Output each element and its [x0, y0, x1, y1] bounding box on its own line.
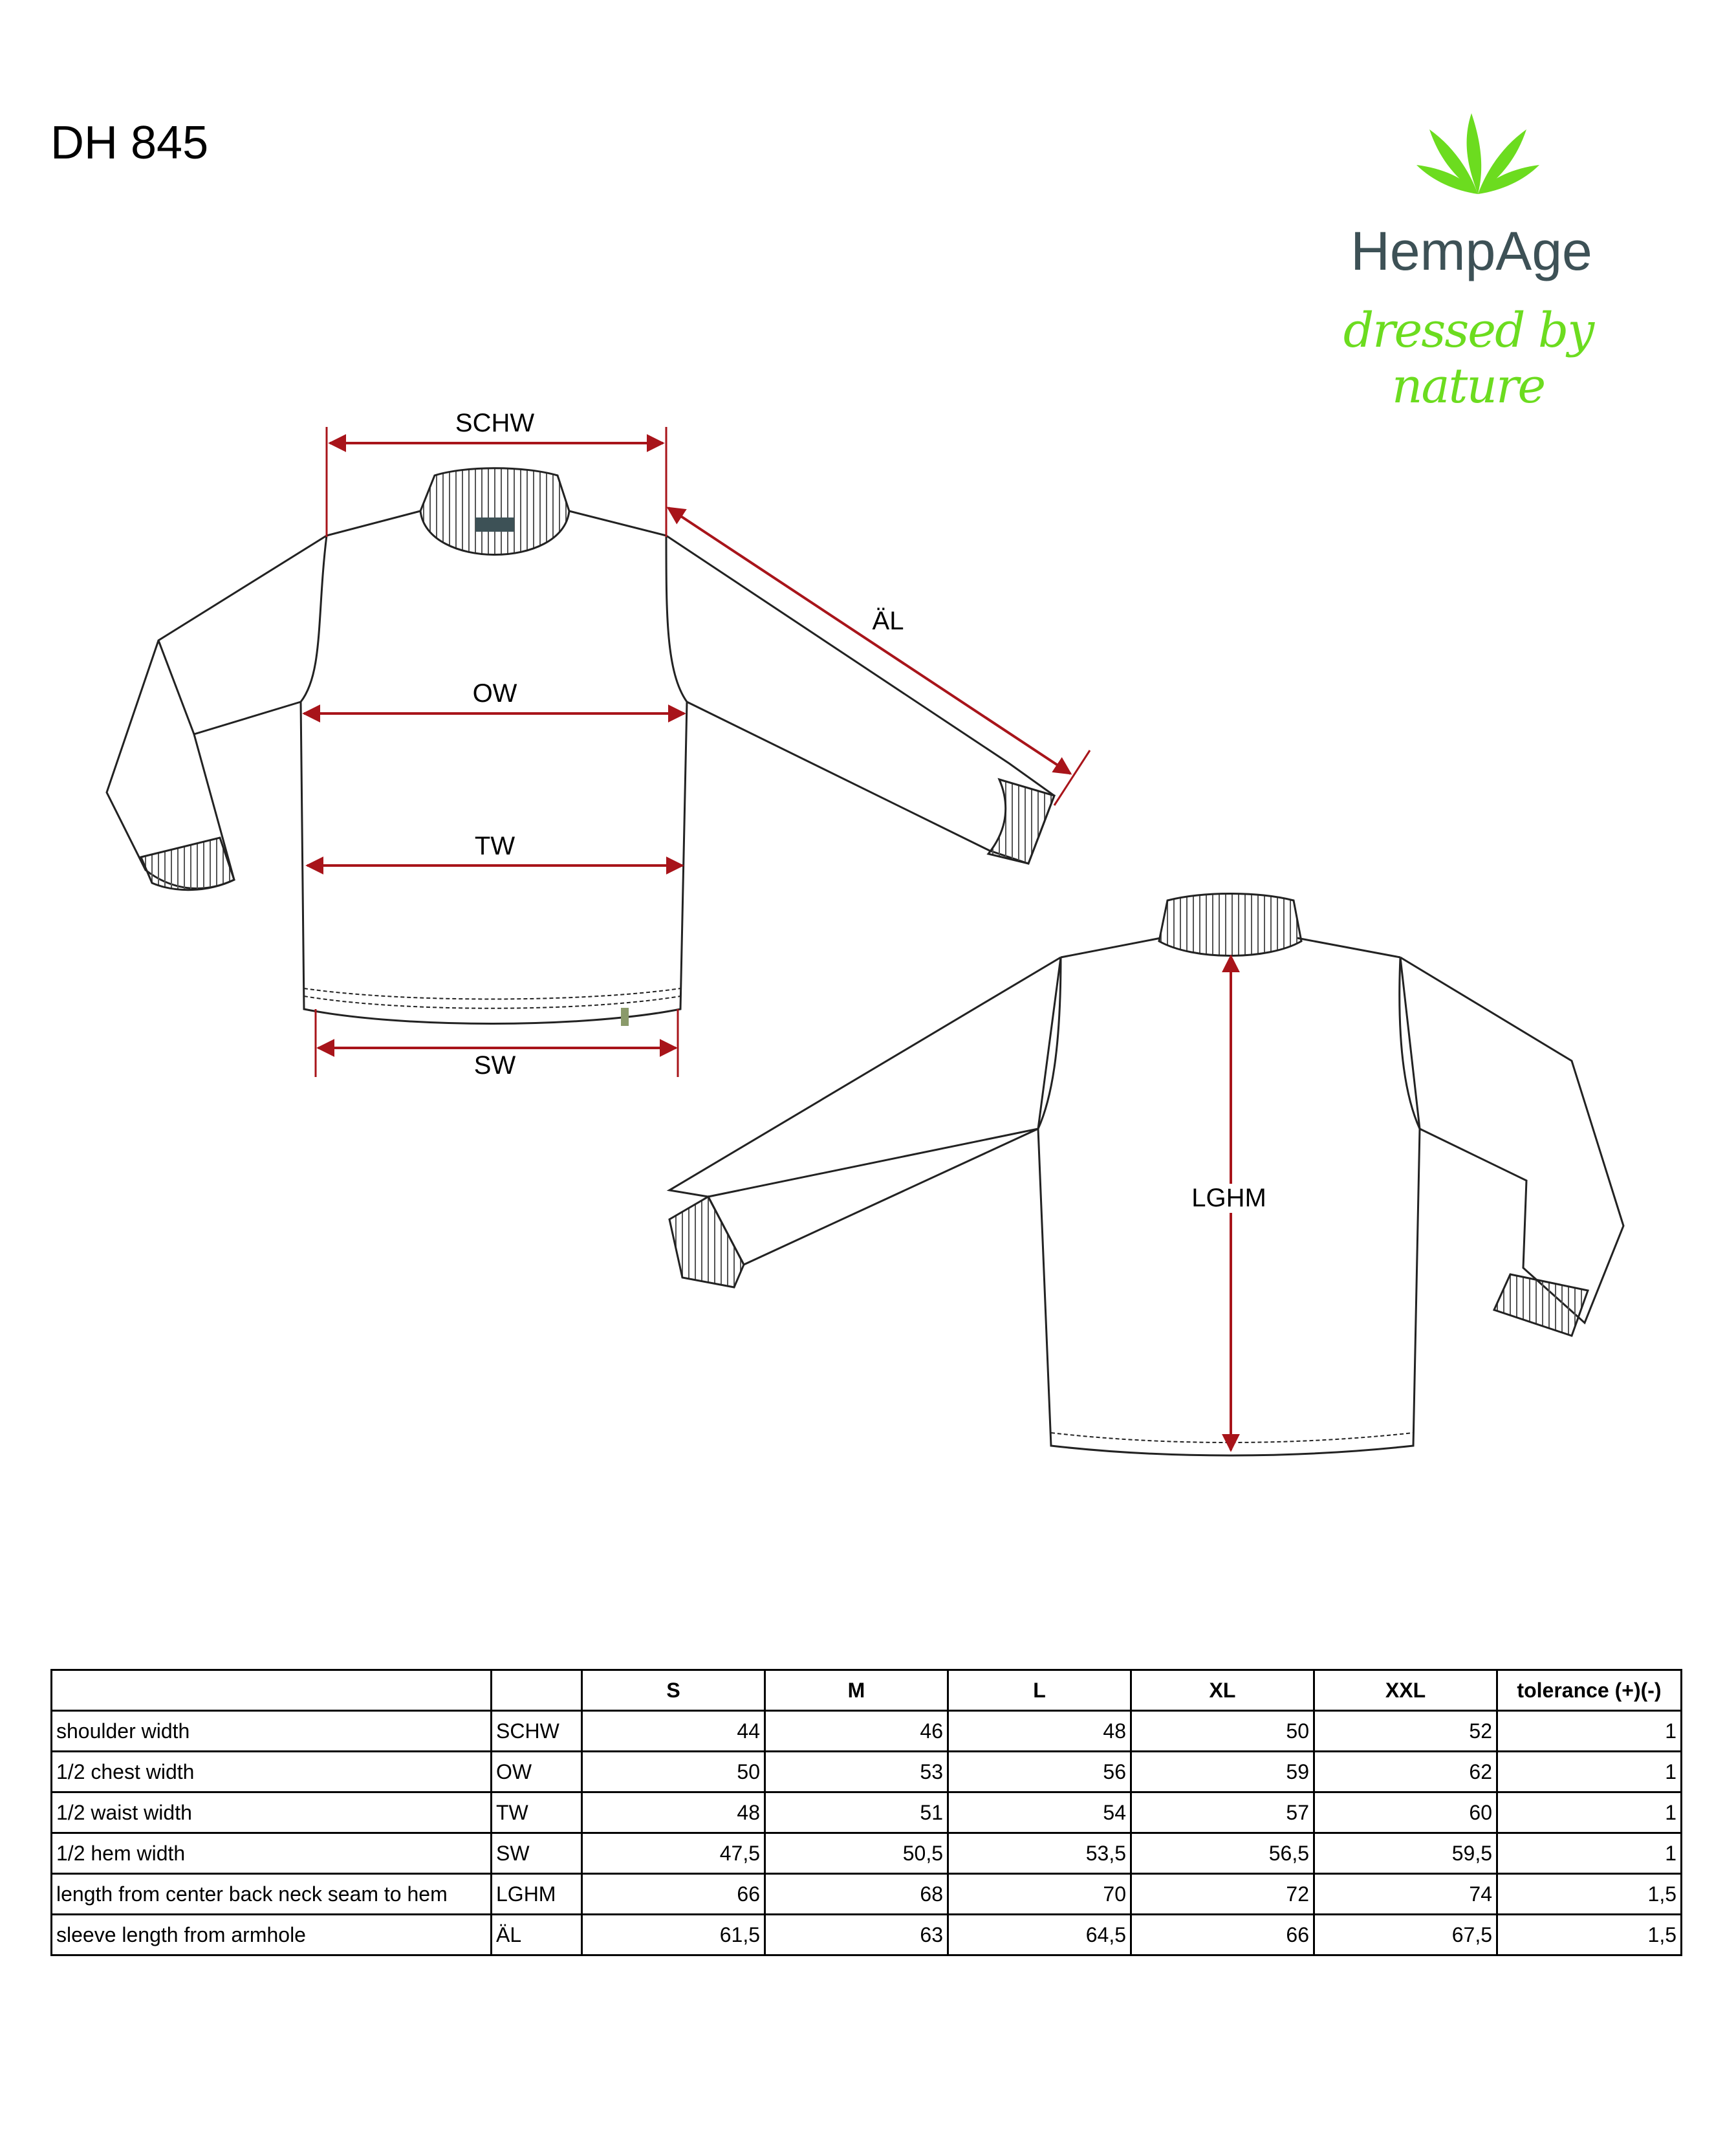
brand-name: HempAge [1351, 221, 1592, 281]
header-tolerance: tolerance (+)(-) [1497, 1670, 1682, 1711]
measurement-code-cell: SW [492, 1833, 582, 1874]
header-size-m: M [765, 1670, 948, 1711]
header-cell [52, 1670, 492, 1711]
al-dimension-line [668, 508, 1070, 774]
front-left-cuff [141, 838, 234, 890]
table-row [52, 1915, 1682, 1955]
size-value-cell: 62 [1314, 1752, 1497, 1792]
header-size-l: L [948, 1670, 1131, 1711]
ow-label: OW [472, 679, 517, 708]
header-size-xl: XL [1131, 1670, 1314, 1711]
lghm-label: LGHM [1189, 1184, 1269, 1213]
size-table [50, 1669, 1682, 1956]
size-value-cell: 50,5 [765, 1833, 948, 1874]
front-collar [420, 468, 569, 555]
size-value-cell: 70 [948, 1874, 1131, 1915]
size-value-cell: 47,5 [582, 1833, 765, 1874]
tolerance-cell: 1 [1497, 1711, 1682, 1752]
tolerance-cell: 1,5 [1497, 1915, 1682, 1955]
size-value-cell: 59,5 [1314, 1833, 1497, 1874]
tolerance-cell: 1,5 [1497, 1874, 1682, 1915]
schw-label: SCHW [455, 409, 535, 437]
table-row [52, 1711, 1682, 1752]
size-value-cell: 60 [1314, 1792, 1497, 1833]
size-value-cell: 66 [1131, 1915, 1314, 1955]
tw-label: TW [474, 832, 515, 860]
tolerance-cell: 1 [1497, 1792, 1682, 1833]
al-label: ÄL [872, 607, 904, 635]
tolerance-cell: 1 [1497, 1833, 1682, 1874]
size-value-cell: 50 [1131, 1711, 1314, 1752]
size-value-cell: 53 [765, 1752, 948, 1792]
measurement-label-cell: 1/2 waist width [52, 1792, 492, 1833]
back-right-cuff [1494, 1274, 1588, 1336]
al-extension [1054, 750, 1090, 805]
size-value-cell: 48 [948, 1711, 1131, 1752]
measurement-label-cell: 1/2 chest width [52, 1752, 492, 1792]
size-value-cell: 67,5 [1314, 1915, 1497, 1955]
size-value-cell: 63 [765, 1915, 948, 1955]
measurement-label-cell: 1/2 hem width [52, 1833, 492, 1874]
measurement-label-cell: shoulder width [52, 1711, 492, 1752]
brand-tagline: dressed by nature [1343, 303, 1594, 414]
size-value-cell: 74 [1314, 1874, 1497, 1915]
table-row [52, 1833, 1682, 1874]
size-value-cell: 72 [1131, 1874, 1314, 1915]
header-cell [492, 1670, 582, 1711]
tolerance-cell: 1 [1497, 1752, 1682, 1792]
front-label-tag [475, 517, 514, 532]
size-value-cell: 50 [582, 1752, 765, 1792]
front-right-cuff [988, 779, 1054, 864]
back-collar [1159, 894, 1301, 956]
hem-label-tag [621, 1008, 629, 1026]
header-size-s: S [582, 1670, 765, 1711]
header-size-xxl: XXL [1314, 1670, 1497, 1711]
table-row [52, 1792, 1682, 1833]
measurement-label-cell: sleeve length from armhole [52, 1915, 492, 1955]
back-sweater [669, 938, 1623, 1455]
back-left-cuff [669, 1197, 744, 1287]
front-sweater [107, 511, 1054, 1024]
table-header-row [52, 1670, 1682, 1711]
size-value-cell: 68 [765, 1874, 948, 1915]
size-value-cell: 46 [765, 1711, 948, 1752]
size-value-cell: 56 [948, 1752, 1131, 1792]
size-value-cell: 53,5 [948, 1833, 1131, 1874]
measurement-code-cell: ÄL [492, 1915, 582, 1955]
size-value-cell: 44 [582, 1711, 765, 1752]
size-value-cell: 66 [582, 1874, 765, 1915]
table-row [52, 1752, 1682, 1792]
measurement-code-cell: TW [492, 1792, 582, 1833]
table-row [52, 1874, 1682, 1915]
measurement-code-cell: LGHM [492, 1874, 582, 1915]
size-value-cell: 48 [582, 1792, 765, 1833]
size-value-cell: 54 [948, 1792, 1131, 1833]
measurement-code-cell: OW [492, 1752, 582, 1792]
size-value-cell: 57 [1131, 1792, 1314, 1833]
size-value-cell: 56,5 [1131, 1833, 1314, 1874]
size-value-cell: 51 [765, 1792, 948, 1833]
product-code: DH 845 [50, 117, 209, 169]
size-value-cell: 61,5 [582, 1915, 765, 1955]
measurement-code-cell: SCHW [492, 1711, 582, 1752]
measurement-label-cell: length from center back neck seam to hem [52, 1874, 492, 1915]
sw-label: SW [473, 1051, 516, 1080]
size-value-cell: 64,5 [948, 1915, 1131, 1955]
size-value-cell: 59 [1131, 1752, 1314, 1792]
size-value-cell: 52 [1314, 1711, 1497, 1752]
